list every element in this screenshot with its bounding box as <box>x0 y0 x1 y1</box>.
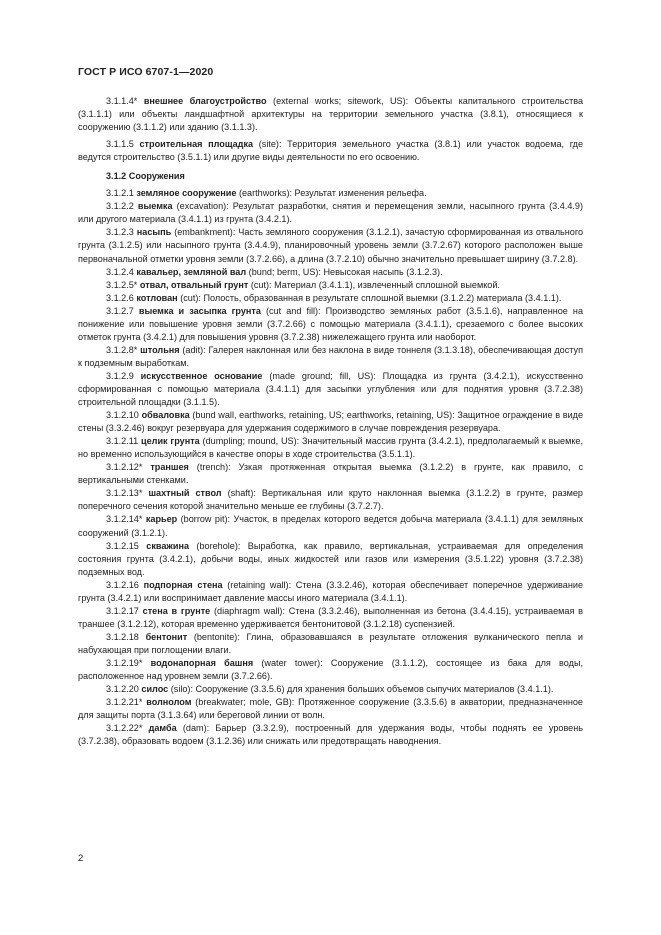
section-title: 3.1.2 Сооружения <box>106 171 185 182</box>
term-entry: 3.1.2.22* дамба (dam): Барьер (3.3.2.9), построенный для удержания воды, чтобы поднять ее уровень (3.7.2.38), образовать водоем (3.1.2.36) или снижать или предотвращать наводнения. <box>78 723 583 747</box>
term-entry: 3.1.2.2 выемка (excavation): Результат разработки, снятия и перемещения земли, насыпного грунта (3.4.4.9) или другого материала (3.4.1.1) из грунта (3.4.2.1). <box>78 201 583 225</box>
document-header: ГОСТ Р ИСО 6707-1—2020 <box>78 66 214 78</box>
term-entry: 3.1.2.13* шахтный ствол (shaft): Вертикальная или круто наклонная выемка (3.1.2.2) в грунте, размер поперечного сечения которой значительно меньше ее глубины (3.7.2.7). <box>78 488 583 512</box>
document-body <box>78 95 583 748</box>
term-entry: 3.1.2.6 котлован (cut): Полость, образованная в результате сплошной выемки (3.1.2.2) материала (3.4.1.1). <box>106 292 562 303</box>
term-entry: 3.1.2.16 подпорная стена (retaining wall): Стена (3.3.2.46), которая обеспечивает поперечное удерживание грунта (3.4.2.1) или воспринимает давление массы иного материала (3.4.1.1). <box>78 579 583 603</box>
term-entry: 3.1.2.15 скважина (borehole): Выработка, как правило, вертикальная, устраиваемая для определения состояния грунта (3.4.2.1), добычи воды, иных жидкостей или газов или измерения (3.5.1.22) уровня (3.7.2.38) подземных вод. <box>78 540 584 577</box>
term-entry: 3.1.2.19* водонапорная башня (water tower): Сооружение (3.1.1.2), состоящее из бака для воды, расположенное над уровнем земли (3.7.2.66). <box>78 657 584 682</box>
term-entry: 3.1.2.12* траншея (trench): Узкая протяженная открытая выемка (3.1.2.2) в грунте, как правило, с вертикальными стенками. <box>78 462 584 486</box>
term-entry: 3.1.2.5* отвал, отвальный грунт (cut): Материал (3.4.1.1), извлеченный сплошной выемкой. <box>106 279 500 290</box>
term-entry: 3.1.2.9 искусственное основание (made ground; fill, US): Площадка из грунта (3.4.2.1), искусственно сформированная с помощью материала (3.4.1.1) для засыпки углубления или для поднятия уровня (3.7.2.38) строительной площадки (3.1.1.5). <box>78 370 583 408</box>
term-entry: 3.1.2.10 обваловка (bund wall, earthworks, retaining, US; earthworks, retaining, US): Защитное ограждение в виде стены (3.3.2.46) вокруг резервуара для удержания содержимого в случае повреждения резервуара. <box>78 410 584 434</box>
term-entry: 3.1.2.4 кавальер, земляной вал (bund; berm, US): Невысокая насыпь (3.1.2.3). <box>106 266 443 277</box>
term-entry: 3.1.1.4* внешнее благоустройство (external works; sitework, US): Объекты капитального строительства (3.1.1.1) или объекты ландшафтной архитектуры на территории земельного участка (3.8.1), относящиеся к сооружению (3.1.1.2) или зданию (3.1.1.3). <box>78 96 584 133</box>
term-entry: 3.1.2.20 силос (silo): Сооружение (3.3.5.6) для хранения больших объемов сыпучих материалов (3.4.1.1). <box>106 684 554 695</box>
term-entry: 3.1.2.8* штольня (adit): Галерея наклонная или без наклона в виде тоннеля (3.1.3.18), обеспечивающая доступ к подземным выработкам. <box>78 344 584 368</box>
term-entry: 3.1.2.7 выемка и засыпка грунта (cut and fill): Производство земляных работ (3.5.1.6), направленное на понижение или повышение уровня земли (3.7.2.66) с помощью материала (3.4.1.1), срезаемого с более высоких отметок грунта (3.4.2.1) для повышения уровня (3.7.2.38) нижележащего грунта или наоборот. <box>78 305 584 342</box>
term-entry: 3.1.2.17 стена в грунте (diaphragm wall): Стена (3.3.2.46), выполненная из бетона (3.4.4.15), устраиваемая в траншее (3.1.2.12), которая временно удерживается бентонитовой (3.1.2.18) суспензией. <box>78 605 583 629</box>
page-number: 2 <box>78 853 84 864</box>
term-entry: 3.1.2.11 целик грунта (dumpling; mound, US): Значительный массив грунта (3.4.2.1), предполагаемый к выемке, но временно использующийся в качестве опоры в ходе строительства (3.5.1.1). <box>78 436 583 460</box>
term-entry: 3.1.2.3 насыпь (embankment): Часть земляного сооружения (3.1.2.1), зачастую сформированная из отвального грунта (3.1.2.5) или насыпного грунта (3.4.4.9), планировочный уровень земли (3.7.2.67) которого расположен выше первоначальной отметки уровня земли (3.7.2.66), а длина (3.7.2.10) обычно значительно превышает ширину (3.7.2.8). <box>78 227 584 264</box>
term-entry: 3.1.2.14* карьер (borrow pit): Участок, в пределах которого ведется добыча материала (3.4.1.1) для земляных сооружений (3.1.2.1). <box>78 514 584 538</box>
term-entry: 3.1.2.21* волнолом (breakwater; mole, GB): Протяженное сооружение (3.3.5.6) в акватории, предназначенное для защиты порта (3.1.3.64) или береговой линии от волн. <box>78 697 583 721</box>
term-entry: 3.1.1.5 строительная площадка (site): Территория земельного участка (3.8.1) или участок водоема, где ведутся строительство (3.5.1.1) или другие виды деятельности по его освоению. <box>78 139 583 163</box>
term-entry: 3.1.2.18 бентонит (bentonite): Глина, образовавшаяся в результате отложения вулканического пепла и набухающая при поглощении влаги. <box>78 631 583 655</box>
term-entry: 3.1.2.1 земляное сооружение (earthworks): Результат изменения рельефа. <box>106 188 427 199</box>
